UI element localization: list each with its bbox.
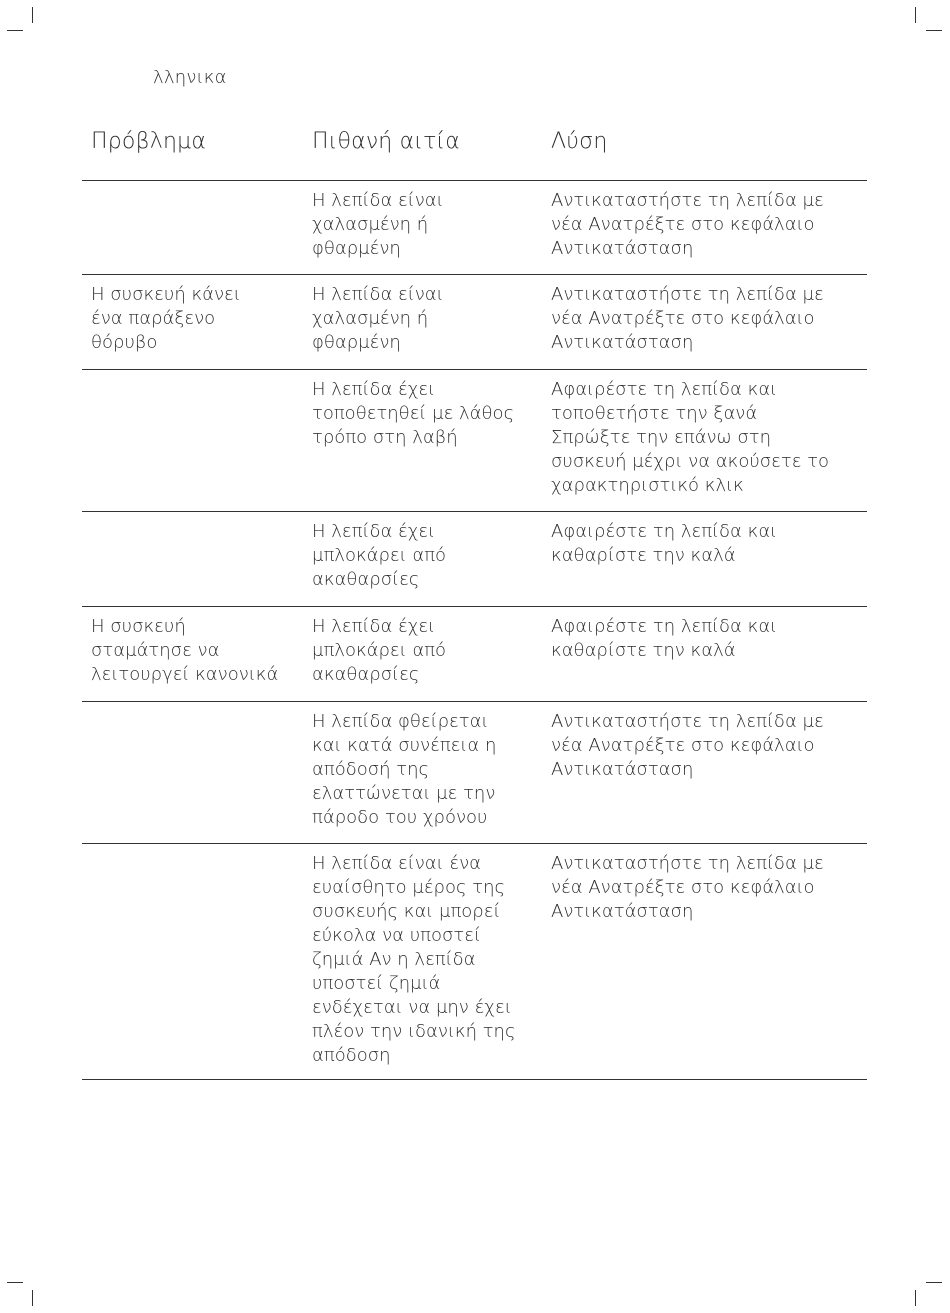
solution-cell: Αντικαταστήστε τη λεπίδα με νέα Ανατρέξτε στο κεφάλαιο Αντικατάσταση (551, 284, 824, 353)
table-header-row (82, 126, 867, 181)
table-row (82, 512, 867, 607)
table-row (82, 181, 867, 275)
troubleshooting-table (82, 126, 867, 1080)
crop-mark-top-right-horizontal (926, 30, 942, 31)
column-header-cause: Πιθανή αιτία (312, 129, 460, 154)
crop-mark-top-left-vertical (32, 7, 33, 23)
table-row (82, 844, 867, 1080)
table-row (82, 607, 867, 702)
cause-cell: Η λεπίδα είναι χαλασμένη ή φθαρμένη (312, 190, 444, 259)
crop-mark-top-right-vertical (915, 7, 916, 23)
solution-cell: Αντικαταστήστε τη λεπίδα με νέα Ανατρέξτε στο κεφάλαιο Αντικατάσταση (551, 711, 824, 780)
crop-mark-bottom-right-vertical (915, 1290, 916, 1306)
cause-cell: Η λεπίδα είναι χαλασμένη ή φθαρμένη (312, 284, 444, 353)
table-row (82, 702, 867, 844)
table-row (82, 275, 867, 370)
crop-mark-bottom-left-horizontal (7, 1282, 23, 1283)
solution-cell: Αφαιρέστε τη λεπίδα και καθαρίστε την καλά (551, 616, 778, 661)
crop-mark-bottom-left-vertical (32, 1290, 33, 1306)
solution-cell: Αφαιρέστε τη λεπίδα και τοποθετήστε την ξανά Σπρώξτε την επάνω στη συσκευή μέχρι να ακούσετε το χαρακτηριστικό κλικ (551, 379, 830, 496)
problem-cell: Η συσκευή σταμάτησε να λειτουργεί κανονικά (91, 616, 279, 685)
crop-mark-bottom-right-horizontal (926, 1282, 942, 1283)
language-label: λληνικα (153, 67, 227, 88)
cause-cell: Η λεπίδα έχει μπλοκάρει από ακαθαρσίες (312, 616, 447, 685)
cause-cell: Η λεπίδα έχει τοποθετηθεί με λάθος τρόπο στη λαβή (312, 379, 515, 448)
solution-cell: Αντικαταστήστε τη λεπίδα με νέα Ανατρέξτε στο κεφάλαιο Αντικατάσταση (551, 190, 824, 259)
cause-cell: Η λεπίδα φθείρεται και κατά συνέπεια η απόδοσή της ελαττώνεται με την πάροδο του χρόνου (312, 711, 497, 828)
crop-mark-top-left-horizontal (7, 30, 23, 31)
column-header-problem: Πρόβλημα (91, 129, 207, 154)
column-header-solution: Λύση (551, 129, 608, 154)
cause-cell: Η λεπίδα είναι ένα ευαίσθητο μέρος της συσκευής και μπορεί εύκολα να υποστεί ζημιά Αν η λεπίδα υποστεί ζημιά ενδέχεται να μην έχει πλέον την ιδανική της απόδοση (312, 853, 516, 1066)
solution-cell: Αντικαταστήστε τη λεπίδα με νέα Ανατρέξτε στο κεφάλαιο Αντικατάσταση (551, 853, 824, 922)
table-row (82, 370, 867, 512)
cause-cell: Η λεπίδα έχει μπλοκάρει από ακαθαρσίες (312, 521, 447, 590)
problem-cell: Η συσκευή κάνει ένα παράξενο θόρυβο (91, 284, 241, 353)
solution-cell: Αφαιρέστε τη λεπίδα και καθαρίστε την καλά (551, 521, 778, 566)
